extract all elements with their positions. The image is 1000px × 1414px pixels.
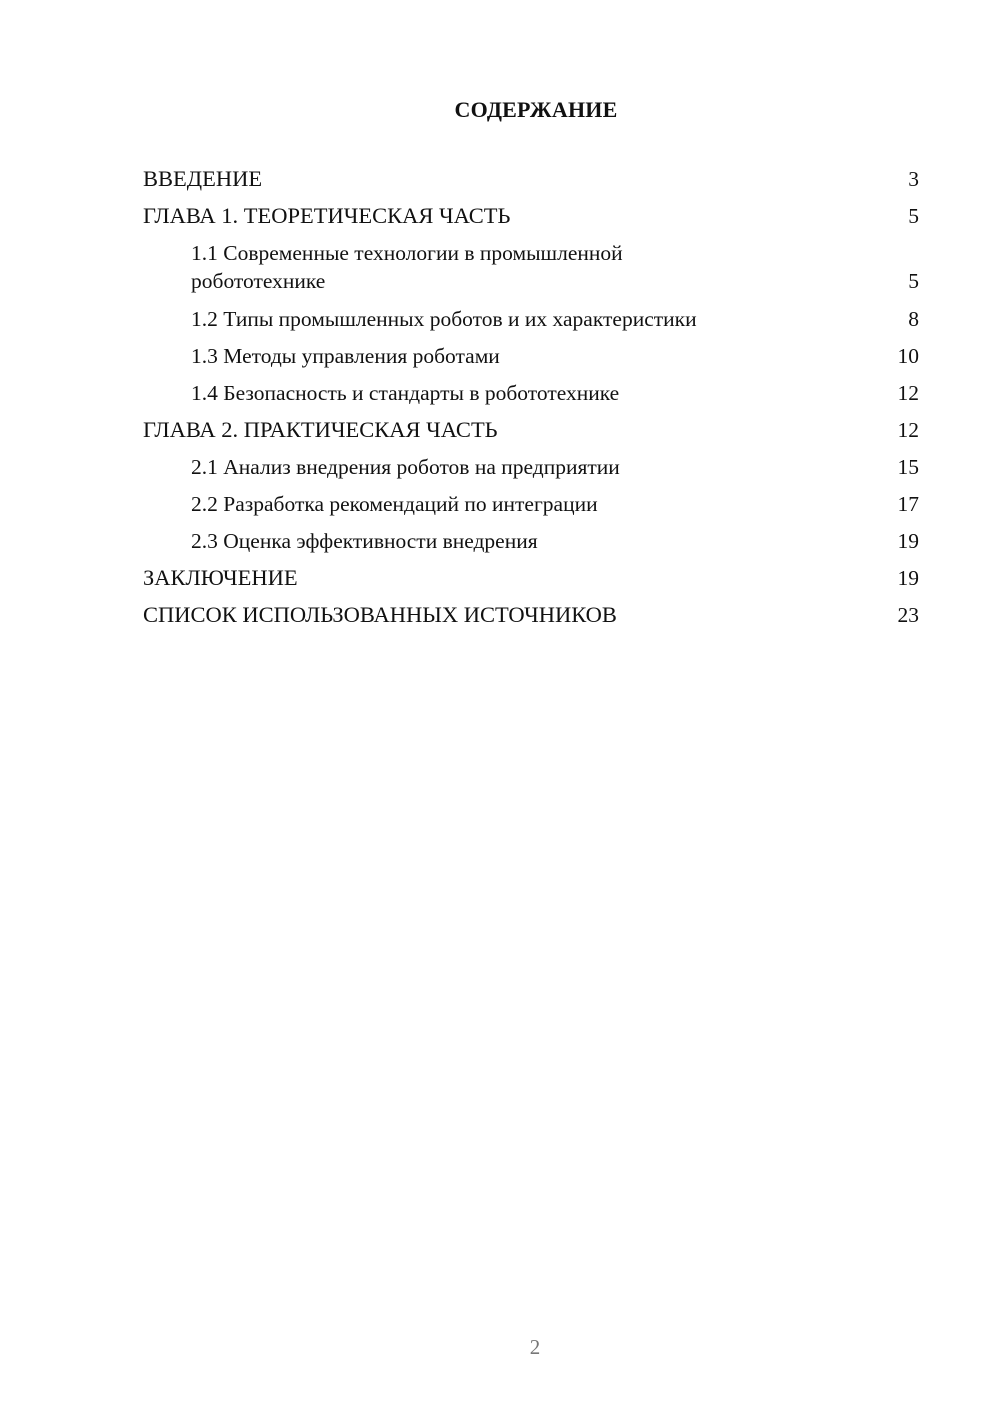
- toc-entry-page: 19: [897, 529, 919, 554]
- toc-entry-page: 19: [897, 566, 919, 591]
- toc-entry-section-2-2[interactable]: [143, 490, 919, 518]
- toc-entry-text: ВВЕДЕНИЕ: [143, 166, 263, 191]
- toc-entry-text: ГЛАВА 1. ТЕОРЕТИЧЕСКАЯ ЧАСТЬ: [143, 203, 511, 229]
- toc-entry-introduction[interactable]: [143, 165, 919, 193]
- toc-entry-page: 23: [897, 603, 919, 628]
- toc-entry-text: 2.2 Разработка рекомендаций по интеграции: [191, 492, 598, 517]
- toc-entry-chapter-1[interactable]: [143, 202, 919, 230]
- toc-entry-section-1-4[interactable]: [143, 379, 919, 407]
- toc-entry-page: 10: [897, 343, 919, 368]
- table-of-contents: [143, 165, 919, 638]
- toc-entry-page: 17: [897, 492, 919, 517]
- toc-entry-page: 15: [897, 454, 919, 479]
- toc-entry-page: 12: [897, 380, 919, 405]
- toc-entry-page: 12: [897, 417, 919, 442]
- toc-entry-text: ГЛАВА 2. ПРАКТИЧЕСКАЯ ЧАСТЬ: [143, 416, 498, 442]
- toc-entry-text: 2.1 Анализ внедрения роботов на предприятии: [191, 454, 620, 479]
- toc-entry-section-1-3[interactable]: [143, 342, 919, 370]
- toc-entry-chapter-2[interactable]: [143, 416, 919, 444]
- toc-entry-page: 5: [908, 269, 919, 294]
- toc-entry-text: СПИСОК ИСПОЛЬЗОВАННЫХ ИСТОЧНИКОВ: [143, 602, 617, 628]
- toc-entry-text: 1.1 Современные технологии в промышленной робототехнике: [191, 241, 623, 294]
- toc-entry-section-2-3[interactable]: [143, 527, 919, 555]
- toc-entry-references[interactable]: [143, 601, 919, 629]
- toc-entry-page: 3: [908, 167, 919, 191]
- toc-entry-page: 5: [908, 204, 919, 229]
- toc-entry-text: 1.3 Методы управления роботами: [191, 343, 500, 368]
- toc-entry-text: ЗАКЛЮЧЕНИЕ: [143, 565, 298, 591]
- toc-entry-section-1-2[interactable]: [143, 305, 919, 333]
- toc-entry-text: 1.4 Безопасность и стандарты в робототехнике: [191, 380, 620, 405]
- toc-entry-page: 8: [908, 306, 919, 331]
- toc-entry-section-2-1[interactable]: [143, 453, 919, 481]
- toc-entry-section-1-1[interactable]: [143, 239, 919, 296]
- toc-entry-text: 2.3 Оценка эффективности внедрения: [191, 529, 538, 554]
- toc-entry-conclusion[interactable]: [143, 564, 919, 592]
- toc-title: СОДЕРЖАНИЕ: [454, 97, 618, 122]
- toc-entry-text: 1.2 Типы промышленных роботов и их характеристики: [191, 306, 697, 331]
- page-number: 2: [529, 1335, 541, 1359]
